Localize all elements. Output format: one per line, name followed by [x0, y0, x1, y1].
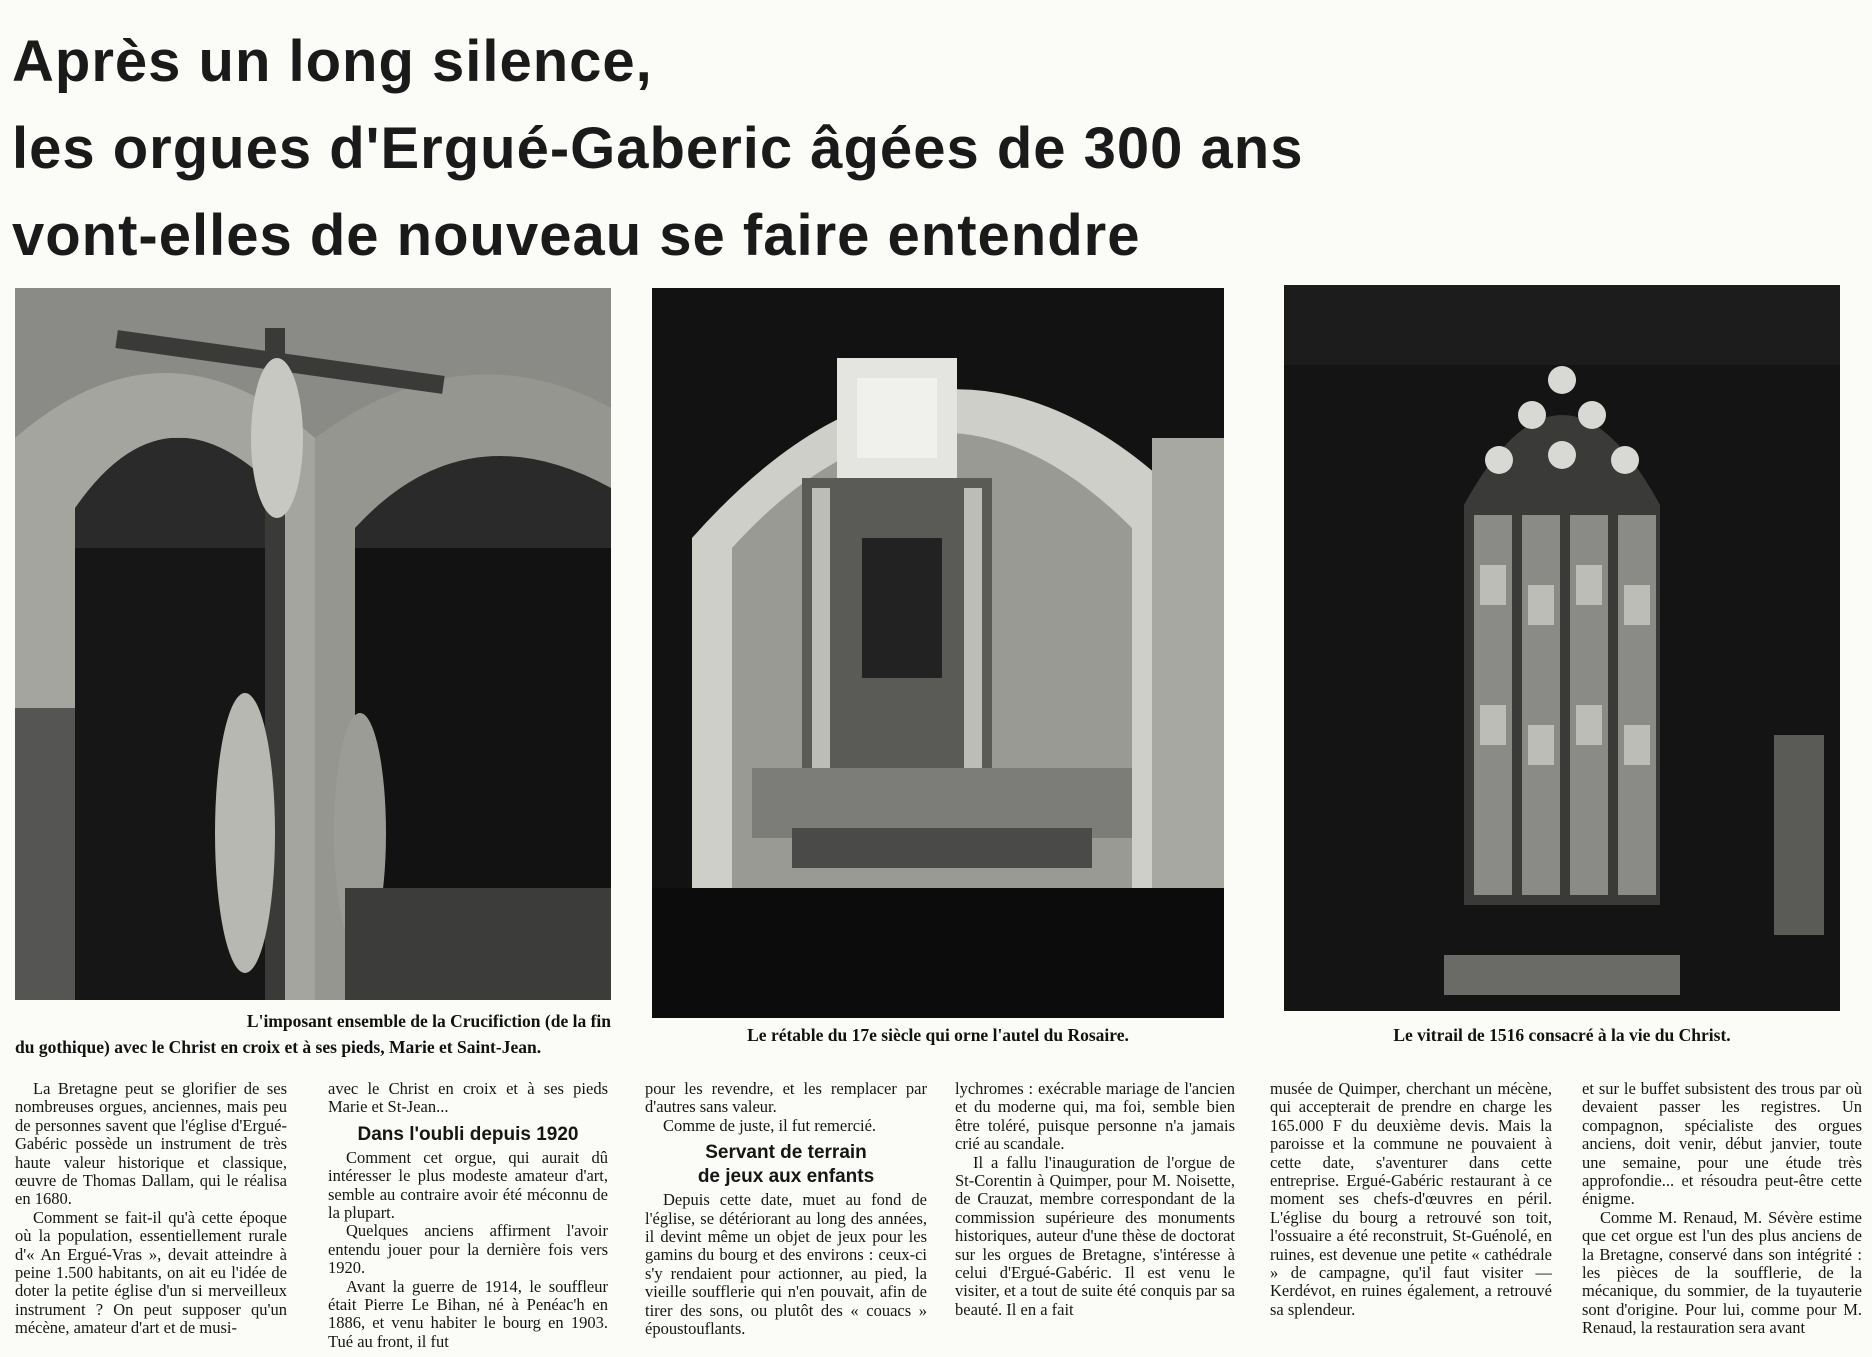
article-column-1 [15, 1080, 287, 1350]
paragraph: lychromes : exécrable mariage de l'ancien et du moderne qui, ma foi, semble bien être toléré, puisque personne n'a jamais crié au scandale. [955, 1080, 1235, 1154]
subheading-line: de jeux aux enfants [697, 1166, 875, 1188]
photo-crucifixion [15, 288, 611, 1000]
caption-text: Le rétable du 17e siècle qui orne l'autel du Rosaire. [747, 1025, 1129, 1045]
paragraph: Comment cet orgue, qui aurait dû intéresser le plus modeste amateur d'art, semble au contraire avoir été méconnu de la plupart. [328, 1147, 608, 1223]
photo-retable-caption [652, 1022, 1224, 1048]
paragraph: et sur le buffet subsistent des trous par où devaient passer les registres. Un compagnon, spécialiste des orgues anciens, doit venir, début janvier, toute une semaine, pour une étude très approfondie... et résoudra peut-être cette énigme. [1582, 1080, 1862, 1209]
photo-vitrail [1284, 285, 1840, 1011]
article-column-4 [955, 1080, 1235, 1350]
photo-crucifixion-caption [15, 1008, 611, 1060]
paragraph: Quelques anciens affirment l'avoir entendu jouer pour la dernière fois vers 1920. [328, 1221, 608, 1278]
paragraph: avec le Christ en croix et à ses pieds Marie et St-Jean... [328, 1080, 608, 1117]
subheading-line: Servant de terrain [705, 1142, 867, 1164]
paragraph: La Bretagne peut se glorifier de ses nombreuses orgues, anciennes, mais peu de personnes savent que l'église d'Ergué-Gabéric possède un instrument de très haute valeur historique et classique, œuvre de Thomas Dallam, qui le réalisa en 1680. [15, 1080, 287, 1209]
headline-line-2: les orgues d'Ergué-Gaberic âgées de 300 ans [12, 116, 1304, 181]
paragraph: Comme de juste, il fut remercié. [663, 1115, 877, 1135]
headline [12, 18, 1712, 279]
headline-line-1: Après un long silence, [12, 29, 653, 94]
article-column-6 [1582, 1080, 1862, 1350]
paragraph: Comment se fait-il qu'à cette époque où la population, essentiellement rurale d'« An Ergué-Vras », devait atteindre à peine 1.500 habitants, on ait eu l'idée de doter la petite église d'un si merveilleux instrument ? On peut supposer qu'un mécène, amateur d'art et de musi- [15, 1207, 287, 1338]
headline-line-3: vont-elles de nouveau se faire entendre [12, 203, 1141, 268]
subheading: Dans l'oubli depuis 1920 [357, 1123, 579, 1145]
paragraph: pour les revendre, et les remplacer par d'autres sans valeur. [645, 1080, 927, 1117]
caption-text: Le vitrail de 1516 consacré à la vie du Christ. [1393, 1025, 1731, 1045]
article-column-3 [645, 1080, 927, 1350]
subheading [645, 1141, 927, 1189]
paragraph: Depuis cette date, muet au fond de l'église, se détériorant au long des années, il devint même un objet de jeux pour les gamins du bourg et des environs : ceux-ci s'y rendaient pour actionner, au pied, la vieille soufflerie qui n'en pouvait, afin de tirer des sons, ou plutôt des « couacs » époustouflants. [645, 1190, 927, 1339]
photo-retable [652, 288, 1224, 1018]
caption-line-2: du gothique) avec le Christ en croix et à ses pieds, Marie et Saint-Jean. [15, 1037, 542, 1057]
paragraph: Comme M. Renaud, M. Sévère estime que cet orgue est l'un des plus anciens de la Bretagne, conservé dans son intégrité : les pièces de la soufflerie, de la mécanique, du sommier, de la tuyauterie sont d'origine. Pour lui, comme pour M. Renaud, la restauration sera avant [1582, 1207, 1862, 1338]
paragraph: musée de Quimper, cherchant un mécène, qui accepterait de prendre en charge les 165.000 F du deuxième devis. Mais la paroisse et la commune ne pouvaient à cette date, s'aventurer dans cette entreprise. Ergué-Gabéric restaurant à ce moment ses chefs-d'œuvres en péril. L'église du bourg a retrouvé son toit, l'ossuaire a été reconstruit, St-Guénolé, en ruines, est devenue une petite « cathédrale » de campagne, qu'il faut visiter — Kerdévot, en ruines également, a retrouvé sa splendeur. [1270, 1080, 1552, 1319]
article-column-2 [328, 1080, 608, 1350]
caption-line-1: L'imposant ensemble de la Crucifiction (de la fin [246, 1011, 611, 1031]
paragraph: Avant la guerre de 1914, le souffleur était Pierre Le Bihan, né à Penéac'h en 1886, et venu habiter le bourg en 1903. Tué au front, il fut [328, 1276, 608, 1350]
article-column-5 [1270, 1080, 1552, 1350]
photo-vitrail-caption [1284, 1022, 1840, 1048]
paragraph: Il a fallu l'inauguration de l'orgue de St-Corentin à Quimper, pour M. Noisette, de Crauzat, membre correspondant de la commission supérieure des monuments historiques, auteur d'une thèse de doctorat sur les orgues de Bretagne, s'intéresse à celui d'Ergué-Gabéric. Il est venu le visiter, et a tout de suite été conquis par sa beauté. Il en a fait [955, 1152, 1235, 1319]
